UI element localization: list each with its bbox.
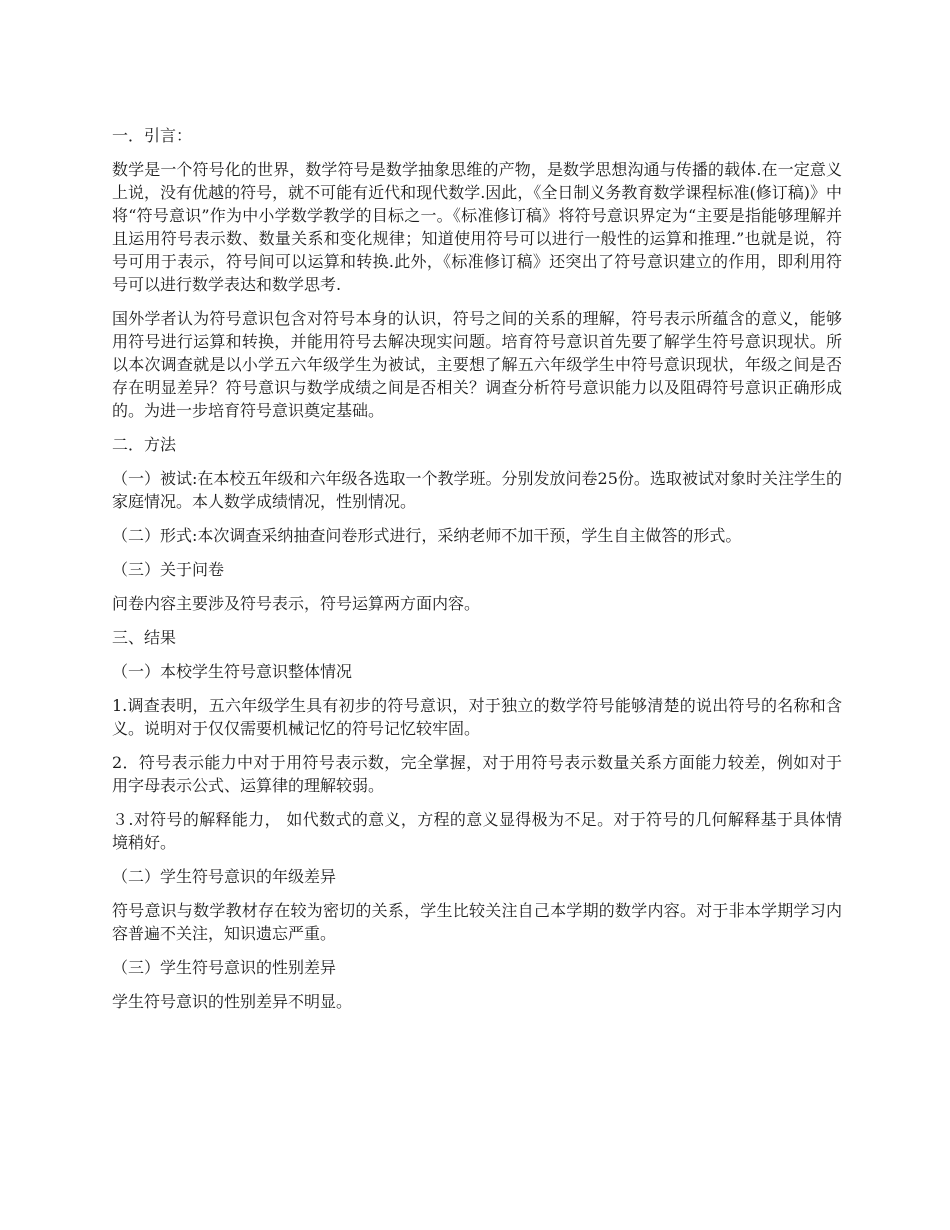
paragraph-gender-difference: 学生符号意识的性别差异不明显。 <box>112 992 353 1011</box>
subheading-gender-difference: （三）学生符号意识的性别差异 <box>112 958 337 977</box>
paragraph-questionnaire-content: 问卷内容主要涉及符号表示，符号运算两方面内容。 <box>112 594 481 613</box>
section-heading-results: 三、结果 <box>112 628 177 647</box>
paragraph-symbol-world: 数学是一个符号化的世界，数学符号是数学抽象思维的产物，是数学思想沟通与传播的载体.在一定意义上说，没有优越的符号，就不可能有近代和现代数学.因此，《全日制义务教育数学课程标准(修订稿)》中将“符号意识”作为中小学数学教学的目标之一。《标准修订稿》将符号意识界定为“主要是指能够理解并且运用符号表示数、数量关系和变化规律；知道使用符号可以进行一般性的运算和推理.”也就是说，符号可用于表示，符号间可以运算和转换.此外，《标准修订稿》还突出了符号意识建立的作用，即利用符号可以进行数学表达和数学思考. <box>112 160 842 294</box>
subheading-grade-difference: （二）学生符号意识的年级差异 <box>112 867 337 886</box>
subheading-overall: （一）本校学生符号意识整体情况 <box>112 662 353 681</box>
paragraph-result-1: 1.调查表明，五六年级学生具有初步的符号意识，对于独立的数学符号能够清楚的说出符号的名称和含义。说明对于仅仅需要机械记忆的符号记忆较牢固。 <box>112 696 842 738</box>
paragraph-result-3: ３.对符号的解释能力， 如代数式的意义，方程的意义显得极为不足。对于符号的几何解释基于具体情境稍好。 <box>112 810 842 852</box>
document-body <box>112 124 842 1024</box>
paragraph-grade-difference: 符号意识与数学教材存在较为密切的关系，学生比较关注自己本学期的数学内容。对于非本学期学习内容普遍不关注，知识遗忘严重。 <box>112 901 842 943</box>
paragraph-result-2: 2．符号表示能力中对于用符号表示数，完全掌握，对于用符号表示数量关系方面能力较差，例如对于用字母表示公式、运算律的理解较弱。 <box>112 753 842 795</box>
section-heading-introduction: 一．引言： <box>112 126 193 145</box>
paragraph-foreign-scholars: 国外学者认为符号意识包含对符号本身的认识，符号之间的关系的理解，符号表示所蕴含的意义，能够用符号进行运算和转换，并能用符号去解决现实问题。培育符号意识首先要了解学生符号意识现状。所以本次调查就是以小学五六年级学生为被试，主要想了解五六年级学生中符号意识现状，年级之间是否存在明显差异？符号意识与数学成绩之间是否相关？调查分析符号意识能力以及阻碍符号意识正确形成的。为进一步培育符号意识奠定基础。 <box>112 309 842 420</box>
subheading-questionnaire: （三）关于问卷 <box>112 560 225 579</box>
paragraph-form: （二）形式:本次调查采纳抽查问卷形式进行，采纳老师不加干预，学生自主做答的形式。 <box>112 526 742 545</box>
section-heading-method: 二．方法 <box>112 435 177 454</box>
paragraph-subjects: （一）被试:在本校五年级和六年级各选取一个教学班。分别发放问卷25份。选取被试对象时关注学生的家庭情况。本人数学成绩情况，性别情况。 <box>112 469 842 511</box>
